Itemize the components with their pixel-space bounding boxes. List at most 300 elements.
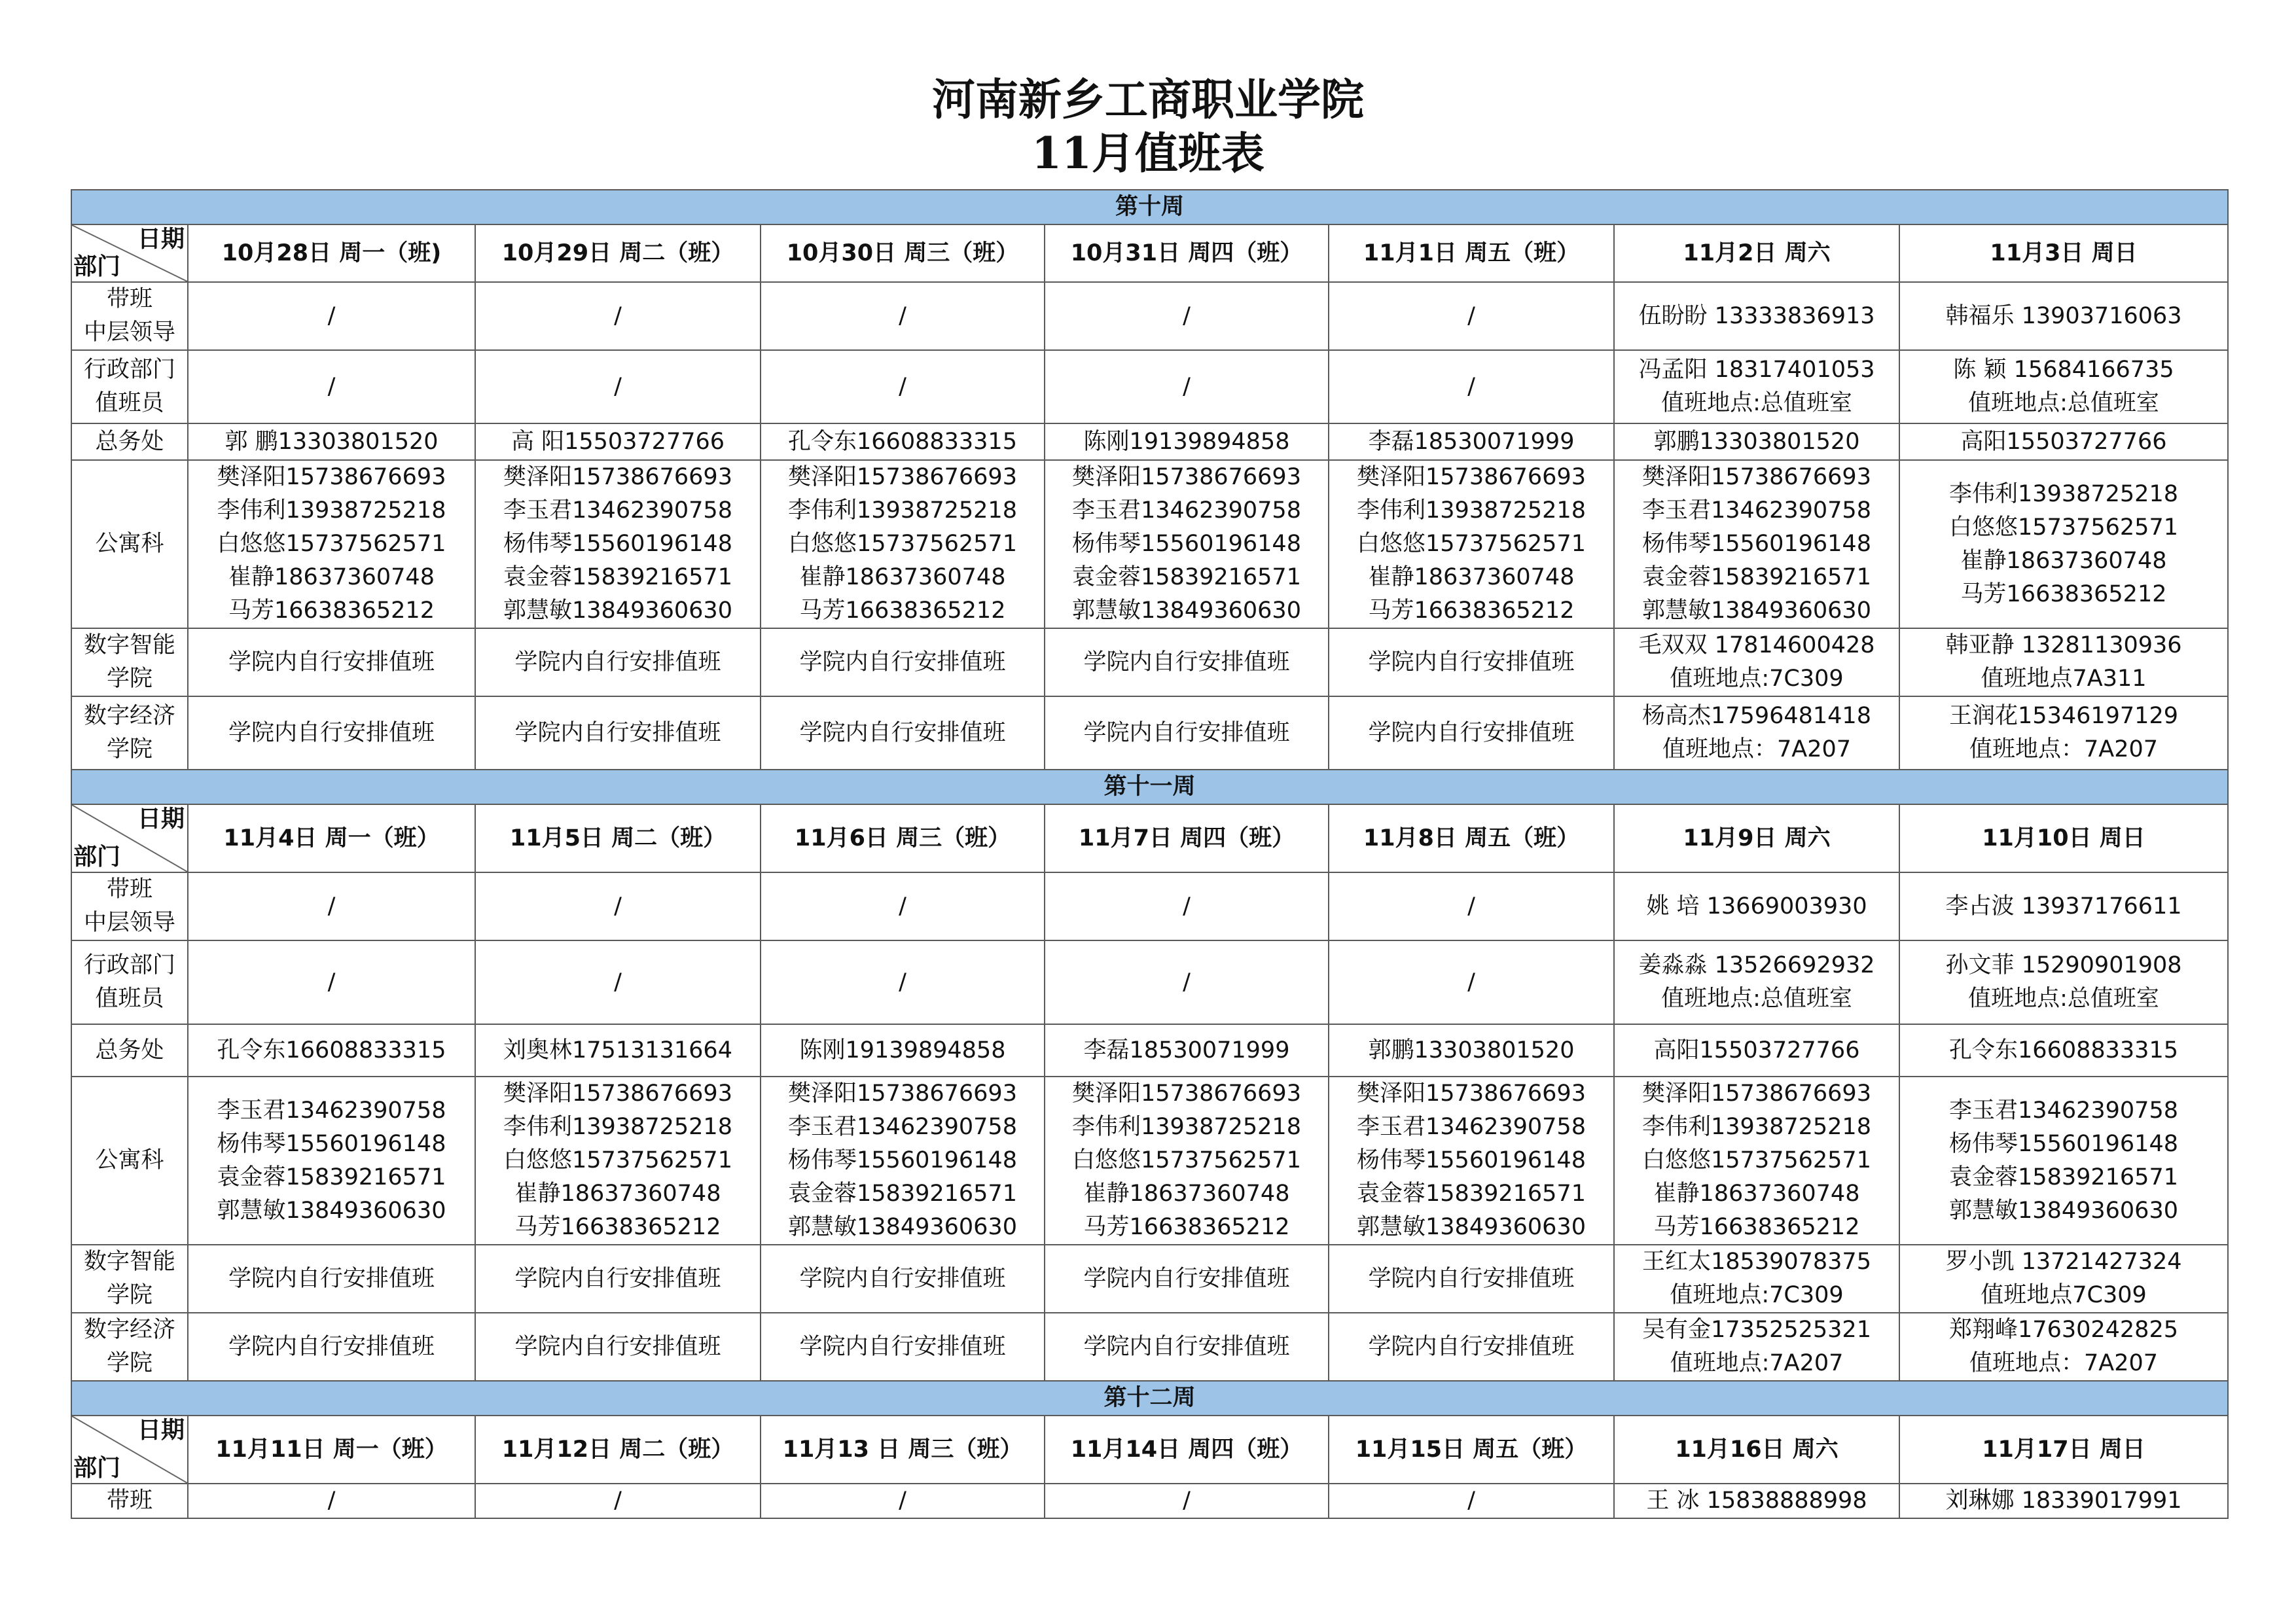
duty-entry: /: [1467, 373, 1475, 400]
duty-cell: [1899, 282, 2228, 350]
duty-cell: [188, 282, 475, 350]
department-label-line: 公寓科: [95, 531, 164, 557]
duty-cell: [1614, 1077, 1899, 1245]
department-row: [71, 940, 2228, 1024]
corner-date-label: 日期: [137, 806, 185, 832]
corner-date-label: 日期: [137, 1417, 185, 1444]
duty-cell: [188, 1484, 475, 1518]
department-label-line: 总务处: [95, 1037, 164, 1063]
page-subtitle: 11月值班表: [1031, 128, 1265, 179]
duty-cell: [761, 423, 1045, 460]
duty-cell: [1614, 628, 1899, 696]
duty-cell: [475, 1313, 761, 1381]
page-title: 河南新乡工商职业学院: [932, 74, 1364, 125]
duty-cell: [475, 872, 761, 940]
duty-cell: [761, 940, 1045, 1024]
duty-entry: 樊泽阳15738676693: [1072, 1080, 1301, 1107]
duty-entry: 李占波 13937176611: [1945, 893, 2182, 919]
duty-entry: 马芳16638365212: [1368, 597, 1575, 624]
date-header-cell: 11月5日 周二（班）: [475, 804, 761, 872]
duty-entry: 杨伟琴15560196148: [503, 531, 732, 557]
department-cell: [71, 940, 188, 1024]
duty-cell: [1614, 1484, 1899, 1518]
department-label-line: 中层领导: [83, 319, 175, 346]
duty-entry: /: [1467, 1488, 1475, 1514]
duty-entry: 白悠悠15737562571: [1357, 531, 1586, 557]
duty-cell: [1614, 940, 1899, 1024]
corner-dept-label: 部门: [73, 253, 121, 280]
duty-entry: 高阳15503727766: [1653, 1037, 1860, 1063]
duty-entry: 学院内自行安排值班: [228, 719, 435, 746]
department-row: [71, 1077, 2228, 1245]
duty-entry: 杨伟琴15560196148: [1072, 531, 1301, 557]
department-label-line: 带班: [106, 876, 152, 902]
duty-cell: [475, 1077, 761, 1245]
duty-entry: /: [327, 893, 336, 919]
duty-entry: 学院内自行安排值班: [514, 1333, 721, 1360]
duty-entry: 值班地点:总值班室: [1661, 390, 1852, 416]
duty-cell: [1899, 423, 2228, 460]
duty-entry: 学院内自行安排值班: [1083, 649, 1290, 675]
date-header-row: [71, 224, 2228, 282]
duty-entry: 学院内自行安排值班: [799, 1265, 1006, 1292]
duty-entry: 学院内自行安排值班: [514, 649, 721, 675]
duty-cell: [475, 628, 761, 696]
duty-entry: 郭鹏13303801520: [1653, 428, 1860, 455]
duty-entry: /: [614, 969, 622, 995]
duty-cell: [761, 350, 1045, 423]
duty-cell: [761, 1245, 1045, 1313]
duty-entry: 李玉君13462390758: [1642, 497, 1871, 524]
duty-cell: [475, 423, 761, 460]
duty-entry: 毛双双 17814600428: [1638, 632, 1875, 658]
week-row: [71, 1381, 2228, 1416]
date-header-cell: 11月9日 周六: [1614, 804, 1899, 872]
duty-cell: [1614, 1313, 1899, 1381]
duty-entry: /: [1467, 302, 1475, 329]
department-cell: [71, 350, 188, 423]
date-header-cell: 11月2日 周六: [1614, 224, 1899, 282]
duty-cell: [475, 1245, 761, 1313]
date-header-cell: 10月29日 周二（班）: [475, 224, 761, 282]
corner-dept-label: 部门: [73, 844, 121, 870]
duty-entry: 崔静18637360748: [1960, 547, 2167, 574]
duty-entry: 学院内自行安排值班: [799, 649, 1006, 675]
duty-entry: 白悠悠15737562571: [788, 531, 1017, 557]
duty-entry: 崔静18637360748: [1368, 564, 1575, 590]
duty-entry: /: [614, 893, 622, 919]
department-cell: [71, 1313, 188, 1381]
duty-entry: 孔令东16608833315: [1949, 1037, 2178, 1063]
duty-cell: [1329, 872, 1614, 940]
duty-entry: 樊泽阳15738676693: [1072, 464, 1301, 490]
duty-entry: 樊泽阳15738676693: [503, 464, 732, 490]
duty-entry: 学院内自行安排值班: [1083, 719, 1290, 746]
duty-cell: [1045, 1024, 1329, 1077]
duty-entry: 陈 颖 15684166735: [1953, 357, 2174, 383]
duty-cell: [1899, 1484, 2228, 1518]
duty-entry: /: [1183, 893, 1191, 919]
duty-entry: 白悠悠15737562571: [217, 531, 446, 557]
duty-entry: 吴有金17352525321: [1642, 1317, 1871, 1343]
duty-entry: 白悠悠15737562571: [1949, 514, 2178, 541]
duty-entry: 袁金蓉15839216571: [1949, 1164, 2178, 1190]
duty-entry: 高 阳15503727766: [511, 428, 725, 455]
duty-entry: 郑翔峰17630242825: [1949, 1317, 2178, 1343]
date-header-cell: 11月8日 周五（班）: [1329, 804, 1614, 872]
duty-entry: 李玉君13462390758: [1949, 1097, 2178, 1124]
duty-cell: [1899, 350, 2228, 423]
duty-entry: 值班地点：7A207: [1969, 736, 2159, 762]
department-row: [71, 282, 2228, 350]
date-header-row: [71, 1416, 2228, 1484]
duty-cell: [1329, 1077, 1614, 1245]
department-row: [71, 1313, 2228, 1381]
duty-entry: 樊泽阳15738676693: [503, 1080, 732, 1107]
department-label-line: 总务处: [95, 428, 164, 455]
duty-cell: [188, 1313, 475, 1381]
date-header-cell: 11月16日 周六: [1614, 1416, 1899, 1484]
duty-cell: [1045, 940, 1329, 1024]
duty-entry: 值班地点:总值班室: [1968, 986, 2159, 1012]
date-header-cell: 11月1日 周五（班）: [1329, 224, 1614, 282]
duty-cell: [1614, 872, 1899, 940]
duty-cell: [188, 940, 475, 1024]
duty-entry: 樊泽阳15738676693: [788, 464, 1017, 490]
department-label-line: 学院: [106, 666, 152, 692]
duty-entry: 樊泽阳15738676693: [1357, 464, 1586, 490]
duty-entry: 值班地点：7A207: [1969, 1350, 2159, 1376]
date-header-cell: 11月6日 周三（班）: [761, 804, 1045, 872]
duty-cell: [1899, 1077, 2228, 1245]
department-label-line: 数字经济: [83, 1317, 175, 1343]
duty-entry: 值班地点7A311: [1981, 666, 2147, 692]
duty-cell: [475, 282, 761, 350]
duty-entry: 李伟利13938725218: [1642, 1114, 1871, 1140]
duty-cell: [188, 460, 475, 628]
date-header-cell: 10月28日 周一（班): [188, 224, 475, 282]
duty-entry: 学院内自行安排值班: [1368, 719, 1575, 746]
duty-cell: [1045, 1313, 1329, 1381]
department-label-line: 数字智能: [83, 1249, 175, 1275]
duty-cell: [1045, 460, 1329, 628]
duty-entry: 袁金蓉15839216571: [1642, 564, 1871, 590]
department-label-line: 带班: [106, 1488, 152, 1514]
duty-entry: 孙文菲 15290901908: [1945, 952, 2182, 978]
department-label-line: 学院: [106, 736, 152, 762]
duty-cell: [761, 1077, 1045, 1245]
duty-entry: 李伟利13938725218: [217, 497, 446, 524]
duty-entry: /: [899, 969, 906, 995]
duty-cell: [1045, 350, 1329, 423]
duty-entry: 值班地点:总值班室: [1968, 390, 2159, 416]
department-row: [71, 460, 2228, 628]
duty-entry: 郭慧敏13849360630: [1642, 597, 1871, 624]
department-label-line: 值班员: [95, 390, 164, 416]
department-label-line: 行政部门: [83, 952, 175, 978]
duty-entry: 袁金蓉15839216571: [1357, 1181, 1586, 1207]
department-cell: [71, 282, 188, 350]
department-row: [71, 1245, 2228, 1313]
duty-cell: [475, 940, 761, 1024]
duty-entry: 白悠悠15737562571: [1072, 1147, 1301, 1173]
duty-entry: 姜淼淼 13526692932: [1638, 952, 1875, 978]
duty-entry: 李伟利13938725218: [1072, 1114, 1301, 1140]
date-header-cell: 11月4日 周一（班）: [188, 804, 475, 872]
duty-cell: [1899, 872, 2228, 940]
duty-entry: 值班地点7C309: [1981, 1282, 2147, 1308]
duty-entry: 李磊18530071999: [1368, 428, 1575, 455]
duty-cell: [1329, 1313, 1614, 1381]
department-cell: [71, 696, 188, 770]
duty-cell: [188, 1245, 475, 1313]
department-row: [71, 1024, 2228, 1077]
duty-entry: 罗小凯 13721427324: [1945, 1249, 2182, 1275]
duty-entry: 樊泽阳15738676693: [1357, 1080, 1586, 1107]
duty-entry: 陈刚19139894858: [1083, 428, 1290, 455]
duty-cell: [1045, 282, 1329, 350]
duty-entry: 刘奥林17513131664: [503, 1037, 732, 1063]
date-header-cell: 10月31日 周四（班）: [1045, 224, 1329, 282]
duty-cell: [188, 423, 475, 460]
department-cell: [71, 1245, 188, 1313]
duty-entry: 李玉君13462390758: [1357, 1114, 1586, 1140]
duty-cell: [1614, 696, 1899, 770]
date-header-cell: 11月7日 周四（班）: [1045, 804, 1329, 872]
duty-entry: /: [327, 1488, 336, 1514]
duty-entry: 学院内自行安排值班: [514, 719, 721, 746]
duty-cell: [761, 460, 1045, 628]
duty-cell: [1329, 696, 1614, 770]
duty-cell: [1329, 282, 1614, 350]
duty-entry: /: [614, 373, 622, 400]
duty-entry: 伍盼盼 13333836913: [1638, 302, 1875, 329]
duty-entry: 学院内自行安排值班: [1083, 1265, 1290, 1292]
date-header-cell: 11月15日 周五（班）: [1329, 1416, 1614, 1484]
duty-cell: [1329, 423, 1614, 460]
duty-cell: [1329, 940, 1614, 1024]
duty-cell: [188, 1077, 475, 1245]
duty-entry: 马芳16638365212: [799, 597, 1006, 624]
duty-entry: 崔静18637360748: [1653, 1181, 1860, 1207]
corner-cell: [71, 224, 188, 282]
duty-entry: 学院内自行安排值班: [228, 1333, 435, 1360]
duty-entry: 郭慧敏13849360630: [217, 1197, 446, 1224]
duty-entry: 学院内自行安排值班: [799, 1333, 1006, 1360]
duty-entry: 马芳16638365212: [228, 597, 435, 624]
duty-entry: 王润花15346197129: [1949, 703, 2178, 729]
department-row: [71, 350, 2228, 423]
duty-entry: 袁金蓉15839216571: [1072, 564, 1301, 590]
duty-entry: /: [1183, 969, 1191, 995]
duty-entry: /: [614, 1488, 622, 1514]
duty-cell: [1045, 628, 1329, 696]
duty-entry: 学院内自行安排值班: [228, 649, 435, 675]
duty-entry: /: [1467, 969, 1475, 995]
date-header-cell: 11月12日 周二（班）: [475, 1416, 761, 1484]
duty-cell: [1899, 696, 2228, 770]
duty-entry: 樊泽阳15738676693: [217, 464, 446, 490]
department-row: [71, 423, 2228, 460]
duty-entry: 杨伟琴15560196148: [217, 1130, 446, 1157]
duty-cell: [761, 282, 1045, 350]
duty-entry: 马芳16638365212: [1653, 1214, 1860, 1240]
duty-cell: [188, 1024, 475, 1077]
duty-entry: /: [899, 1488, 906, 1514]
duty-entry: 樊泽阳15738676693: [1642, 1080, 1871, 1107]
duty-entry: /: [327, 373, 336, 400]
duty-cell: [1614, 282, 1899, 350]
duty-entry: 姚 培 13669003930: [1646, 893, 1867, 919]
duty-cell: [1614, 350, 1899, 423]
duty-entry: 白悠悠15737562571: [503, 1147, 732, 1173]
duty-cell: [1329, 460, 1614, 628]
duty-entry: 郭慧敏13849360630: [503, 597, 732, 624]
duty-entry: 刘琳娜 18339017991: [1945, 1488, 2182, 1514]
duty-entry: 韩亚静 13281130936: [1945, 632, 2182, 658]
corner-dept-label: 部门: [73, 1455, 121, 1482]
duty-entry: /: [899, 893, 906, 919]
duty-entry: 值班地点:7C309: [1670, 666, 1844, 692]
date-header-cell: 11月17日 周日: [1899, 1416, 2228, 1484]
duty-entry: 杨伟琴15560196148: [788, 1147, 1017, 1173]
duty-cell: [475, 460, 761, 628]
duty-entry: /: [327, 302, 336, 329]
duty-cell: [188, 350, 475, 423]
duty-roster-table: [71, 189, 2229, 1519]
corner-cell: [71, 1416, 188, 1484]
duty-cell: [1045, 423, 1329, 460]
duty-cell: [475, 1484, 761, 1518]
duty-entry: 孔令东16608833315: [217, 1037, 446, 1063]
department-cell: [71, 460, 188, 628]
duty-entry: /: [1183, 302, 1191, 329]
duty-cell: [1899, 940, 2228, 1024]
duty-cell: [761, 1024, 1045, 1077]
week-title: 第十二周: [71, 1381, 2228, 1416]
duty-cell: [1614, 460, 1899, 628]
duty-entry: 李伟利13938725218: [503, 1114, 732, 1140]
department-label-line: 带班: [106, 286, 152, 312]
week-title: 第十周: [71, 190, 2228, 224]
week-title: 第十一周: [71, 770, 2228, 804]
duty-entry: 李玉君13462390758: [788, 1114, 1017, 1140]
duty-entry: 杨伟琴15560196148: [1357, 1147, 1586, 1173]
duty-entry: 学院内自行安排值班: [1368, 1333, 1575, 1360]
duty-cell: [761, 696, 1045, 770]
department-cell: [71, 1077, 188, 1245]
duty-entry: 白悠悠15737562571: [1642, 1147, 1871, 1173]
duty-entry: /: [327, 969, 336, 995]
duty-entry: 高阳15503727766: [1960, 428, 2167, 455]
duty-entry: 崔静18637360748: [799, 564, 1006, 590]
date-header-row: [71, 804, 2228, 872]
duty-entry: 李伟利13938725218: [1949, 480, 2178, 507]
corner-cell: [71, 804, 188, 872]
department-row: [71, 628, 2228, 696]
department-label-line: 学院: [106, 1282, 152, 1308]
department-label-line: 值班员: [95, 986, 164, 1012]
duty-entry: 袁金蓉15839216571: [217, 1164, 446, 1190]
duty-entry: 王 冰 15838888998: [1646, 1488, 1867, 1514]
duty-entry: 学院内自行安排值班: [799, 719, 1006, 746]
duty-cell: [1899, 1245, 2228, 1313]
duty-entry: 李伟利13938725218: [1357, 497, 1586, 524]
duty-entry: /: [614, 302, 622, 329]
duty-cell: [761, 1484, 1045, 1518]
duty-cell: [1329, 350, 1614, 423]
date-header-cell: 11月13 日 周三（班）: [761, 1416, 1045, 1484]
duty-entry: 孔令东16608833315: [788, 428, 1017, 455]
duty-cell: [761, 628, 1045, 696]
duty-entry: 杨伟琴15560196148: [1949, 1130, 2178, 1157]
duty-entry: 李伟利13938725218: [788, 497, 1017, 524]
duty-entry: 樊泽阳15738676693: [1642, 464, 1871, 490]
duty-entry: 冯孟阳 18317401053: [1638, 357, 1875, 383]
department-label-line: 公寓科: [95, 1147, 164, 1173]
duty-entry: 学院内自行安排值班: [1083, 1333, 1290, 1360]
duty-cell: [475, 350, 761, 423]
duty-entry: 马芳16638365212: [1960, 580, 2167, 607]
department-cell: [71, 423, 188, 460]
department-cell: [71, 1024, 188, 1077]
date-header-cell: 11月14日 周四（班）: [1045, 1416, 1329, 1484]
duty-entry: 袁金蓉15839216571: [788, 1181, 1017, 1207]
department-cell: [71, 628, 188, 696]
duty-entry: 崔静18637360748: [514, 1181, 721, 1207]
duty-entry: /: [899, 302, 906, 329]
department-label-line: 数字智能: [83, 632, 175, 658]
duty-cell: [188, 872, 475, 940]
duty-entry: 李玉君13462390758: [1072, 497, 1301, 524]
duty-cell: [1614, 1245, 1899, 1313]
duty-entry: 值班地点:总值班室: [1661, 986, 1852, 1012]
duty-entry: 李玉君13462390758: [503, 497, 732, 524]
duty-entry: 李玉君13462390758: [217, 1097, 446, 1124]
department-label-line: 学院: [106, 1350, 152, 1376]
date-header-cell: 10月30日 周三（班）: [761, 224, 1045, 282]
department-label-line: 中层领导: [83, 910, 175, 936]
week-row: [71, 770, 2228, 804]
duty-entry: 学院内自行安排值班: [1368, 1265, 1575, 1292]
duty-cell: [188, 696, 475, 770]
duty-entry: 学院内自行安排值班: [514, 1265, 721, 1292]
department-row: [71, 872, 2228, 940]
duty-cell: [761, 872, 1045, 940]
duty-entry: 崔静18637360748: [1083, 1181, 1290, 1207]
duty-entry: 值班地点:7A207: [1670, 1350, 1844, 1376]
duty-cell: [1045, 696, 1329, 770]
department-label-line: 数字经济: [83, 703, 175, 729]
duty-cell: [1614, 1024, 1899, 1077]
duty-cell: [188, 628, 475, 696]
duty-cell: [1899, 1024, 2228, 1077]
duty-entry: 樊泽阳15738676693: [788, 1080, 1017, 1107]
duty-cell: [1899, 628, 2228, 696]
corner-date-label: 日期: [137, 226, 185, 253]
duty-cell: [1329, 1245, 1614, 1313]
date-header-cell: 11月3日 周日: [1899, 224, 2228, 282]
department-cell: [71, 1484, 188, 1518]
duty-entry: /: [1183, 373, 1191, 400]
duty-cell: [1329, 1024, 1614, 1077]
duty-entry: 袁金蓉15839216571: [503, 564, 732, 590]
department-row: [71, 1484, 2228, 1518]
department-cell: [71, 872, 188, 940]
duty-cell: [1045, 872, 1329, 940]
week-row: [71, 190, 2228, 224]
duty-cell: [1329, 628, 1614, 696]
